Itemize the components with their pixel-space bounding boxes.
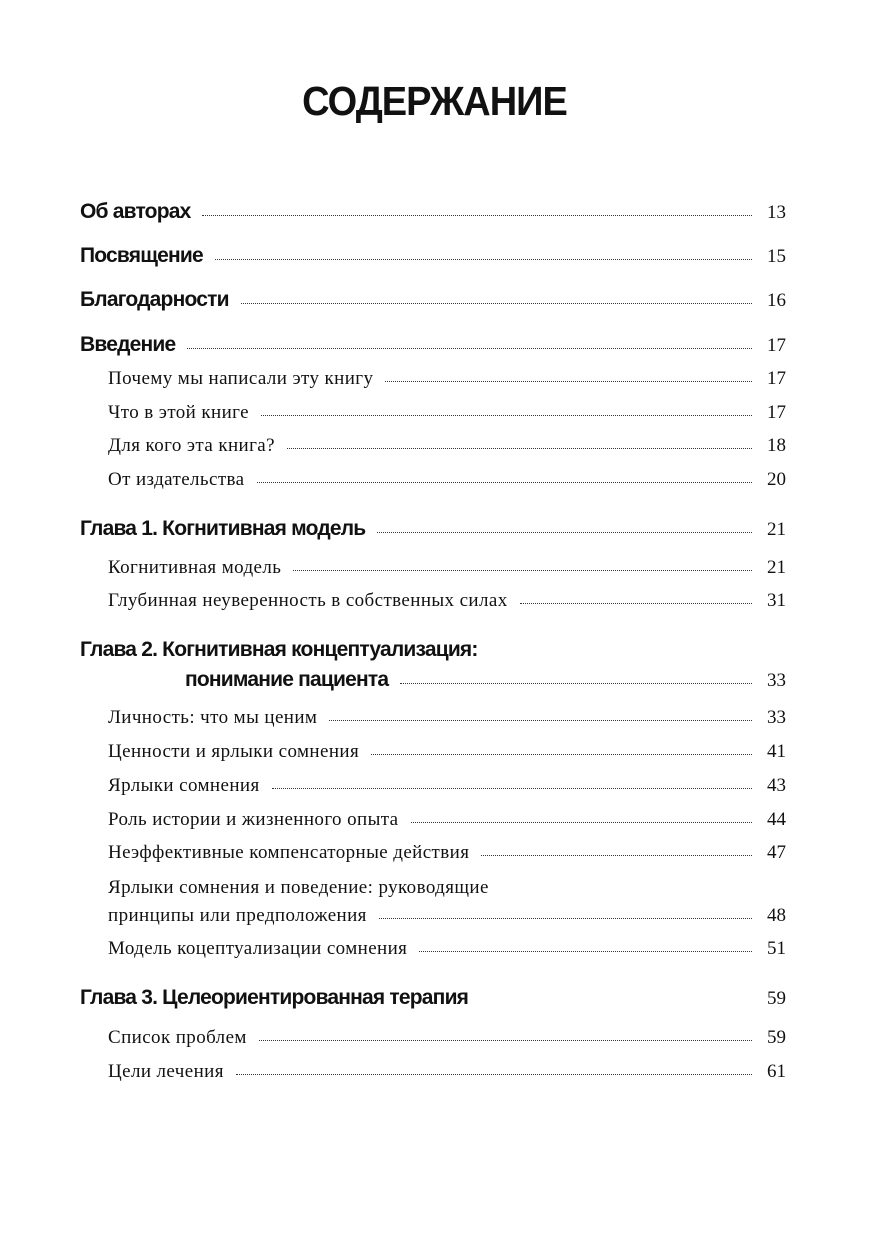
toc-entry-label: Цели лечения [108, 1061, 224, 1082]
toc-page-number: 18 [767, 435, 786, 456]
toc-entry-why-we-wrote[interactable] [108, 368, 786, 390]
toc-page-number: 31 [767, 590, 786, 611]
toc-entry-values-labels[interactable] [108, 741, 786, 763]
toc-page-number: 33 [767, 670, 786, 691]
toc-page-number: 17 [767, 402, 786, 423]
toc-entry-chapter-2[interactable] [185, 668, 786, 692]
toc-entry-label: Глава 3. Целеориентированная терапия [80, 986, 469, 1009]
toc-entry-from-publisher[interactable] [108, 469, 786, 491]
toc-entry-label: Когнитивная модель [108, 557, 282, 578]
toc-page-number: 17 [767, 335, 786, 356]
toc-entry-about-authors[interactable] [80, 200, 786, 224]
toc-entry-problem-list[interactable] [108, 1027, 786, 1049]
toc-page-number: 41 [767, 741, 786, 762]
toc-entry-ineffective-actions[interactable] [108, 842, 786, 864]
toc-page-number: 13 [767, 202, 786, 223]
toc-entry-deep-insecurity[interactable] [108, 590, 786, 612]
toc-entry-label: Ярлыки сомнения [108, 775, 260, 796]
dot-leader [385, 380, 752, 382]
toc-entry-conceptualization-model[interactable] [108, 938, 786, 960]
toc-entry-introduction[interactable] [80, 333, 786, 357]
toc-entry-treatment-goals[interactable] [108, 1061, 786, 1083]
toc-entry-dedication[interactable] [80, 244, 786, 268]
dot-leader [215, 258, 752, 260]
dot-leader [241, 302, 752, 304]
toc-entry-chapter-2-line1[interactable]: Глава 2. Когнитивная концептуализация: [80, 638, 478, 661]
toc-entry-whats-in-book[interactable] [108, 402, 786, 424]
toc-entry-label: Благодарности [80, 288, 229, 311]
toc-page-number: 43 [767, 775, 786, 796]
toc-entry-label: Ценности и ярлыки сомнения [108, 741, 360, 762]
toc-entry-acknowledgments[interactable] [80, 288, 786, 312]
dot-leader [480, 1000, 752, 1002]
toc-page-number: 17 [767, 368, 786, 389]
toc-entry-personality[interactable] [108, 707, 786, 729]
page-title: СОДЕРЖАНИЕ [302, 79, 567, 125]
toc-page-number: 15 [767, 246, 786, 267]
dot-leader [520, 602, 752, 604]
toc-entry-label: От издательства [108, 469, 245, 490]
toc-entry-cognitive-model[interactable] [108, 557, 786, 579]
toc-entry-chapter-3[interactable] [80, 986, 786, 1010]
dot-leader [236, 1073, 752, 1075]
toc-entry-label: Роль истории и жизненного опыта [108, 809, 399, 830]
toc-entry-label: Посвящение [80, 244, 203, 267]
dot-leader [257, 481, 753, 483]
dot-leader [411, 821, 752, 823]
toc-entry-label: понимание пациента [185, 668, 389, 691]
toc-entry-label: Глава 1. Когнитивная модель [80, 517, 366, 540]
dot-leader [379, 917, 752, 919]
toc-page-number: 16 [767, 290, 786, 311]
toc-page-number: 21 [767, 519, 786, 540]
toc-entry-label: Неэффективные компенсаторные действия [108, 842, 470, 863]
toc-entry-who-for[interactable] [108, 435, 786, 457]
toc-page-number: 44 [767, 809, 786, 830]
dot-leader [400, 682, 752, 684]
toc-entry-label: Модель коцептуализации сомнения [108, 938, 408, 959]
dot-leader [272, 787, 752, 789]
dot-leader [187, 347, 752, 349]
toc-entry-labels-behavior-line1[interactable]: Ярлыки сомнения и поведение: руководящие [108, 877, 489, 898]
toc-entry-label: Введение [80, 333, 176, 356]
toc-page-number: 47 [767, 842, 786, 863]
dot-leader [202, 214, 752, 216]
dot-leader [377, 531, 752, 533]
toc-page-number: 61 [767, 1061, 786, 1082]
toc-entry-label: Глубинная неуверенность в собственных силах [108, 590, 508, 611]
toc-entry-history-role[interactable] [108, 809, 786, 831]
toc-entry-label: Личность: что мы ценим [108, 707, 318, 728]
toc-page-number: 59 [767, 1027, 786, 1048]
dot-leader [329, 719, 752, 721]
dot-leader [371, 753, 752, 755]
toc-entry-label: Что в этой книге [108, 402, 249, 423]
dot-leader [287, 447, 752, 449]
toc-entry-doubt-labels[interactable] [108, 775, 786, 797]
toc-entry-chapter-1[interactable] [80, 517, 786, 541]
toc-entry-label: Список проблем [108, 1027, 247, 1048]
toc-page-number: 21 [767, 557, 786, 578]
toc-page-number: 20 [767, 469, 786, 490]
toc-page-number: 48 [767, 905, 786, 926]
dot-leader [481, 854, 752, 856]
toc-entry-labels-behavior[interactable] [108, 905, 786, 927]
dot-leader [259, 1039, 752, 1041]
toc-page-number: 33 [767, 707, 786, 728]
toc-entry-label: Об авторах [80, 200, 191, 223]
toc-page-number: 51 [767, 938, 786, 959]
dot-leader [261, 414, 752, 416]
dot-leader [293, 569, 752, 571]
toc-entry-label: Для кого эта книга? [108, 435, 275, 456]
toc-entry-label: Почему мы написали эту книгу [108, 368, 374, 389]
dot-leader [419, 950, 752, 952]
toc-page-number: 59 [767, 988, 786, 1009]
toc-entry-label: принципы или предположения [108, 905, 367, 926]
